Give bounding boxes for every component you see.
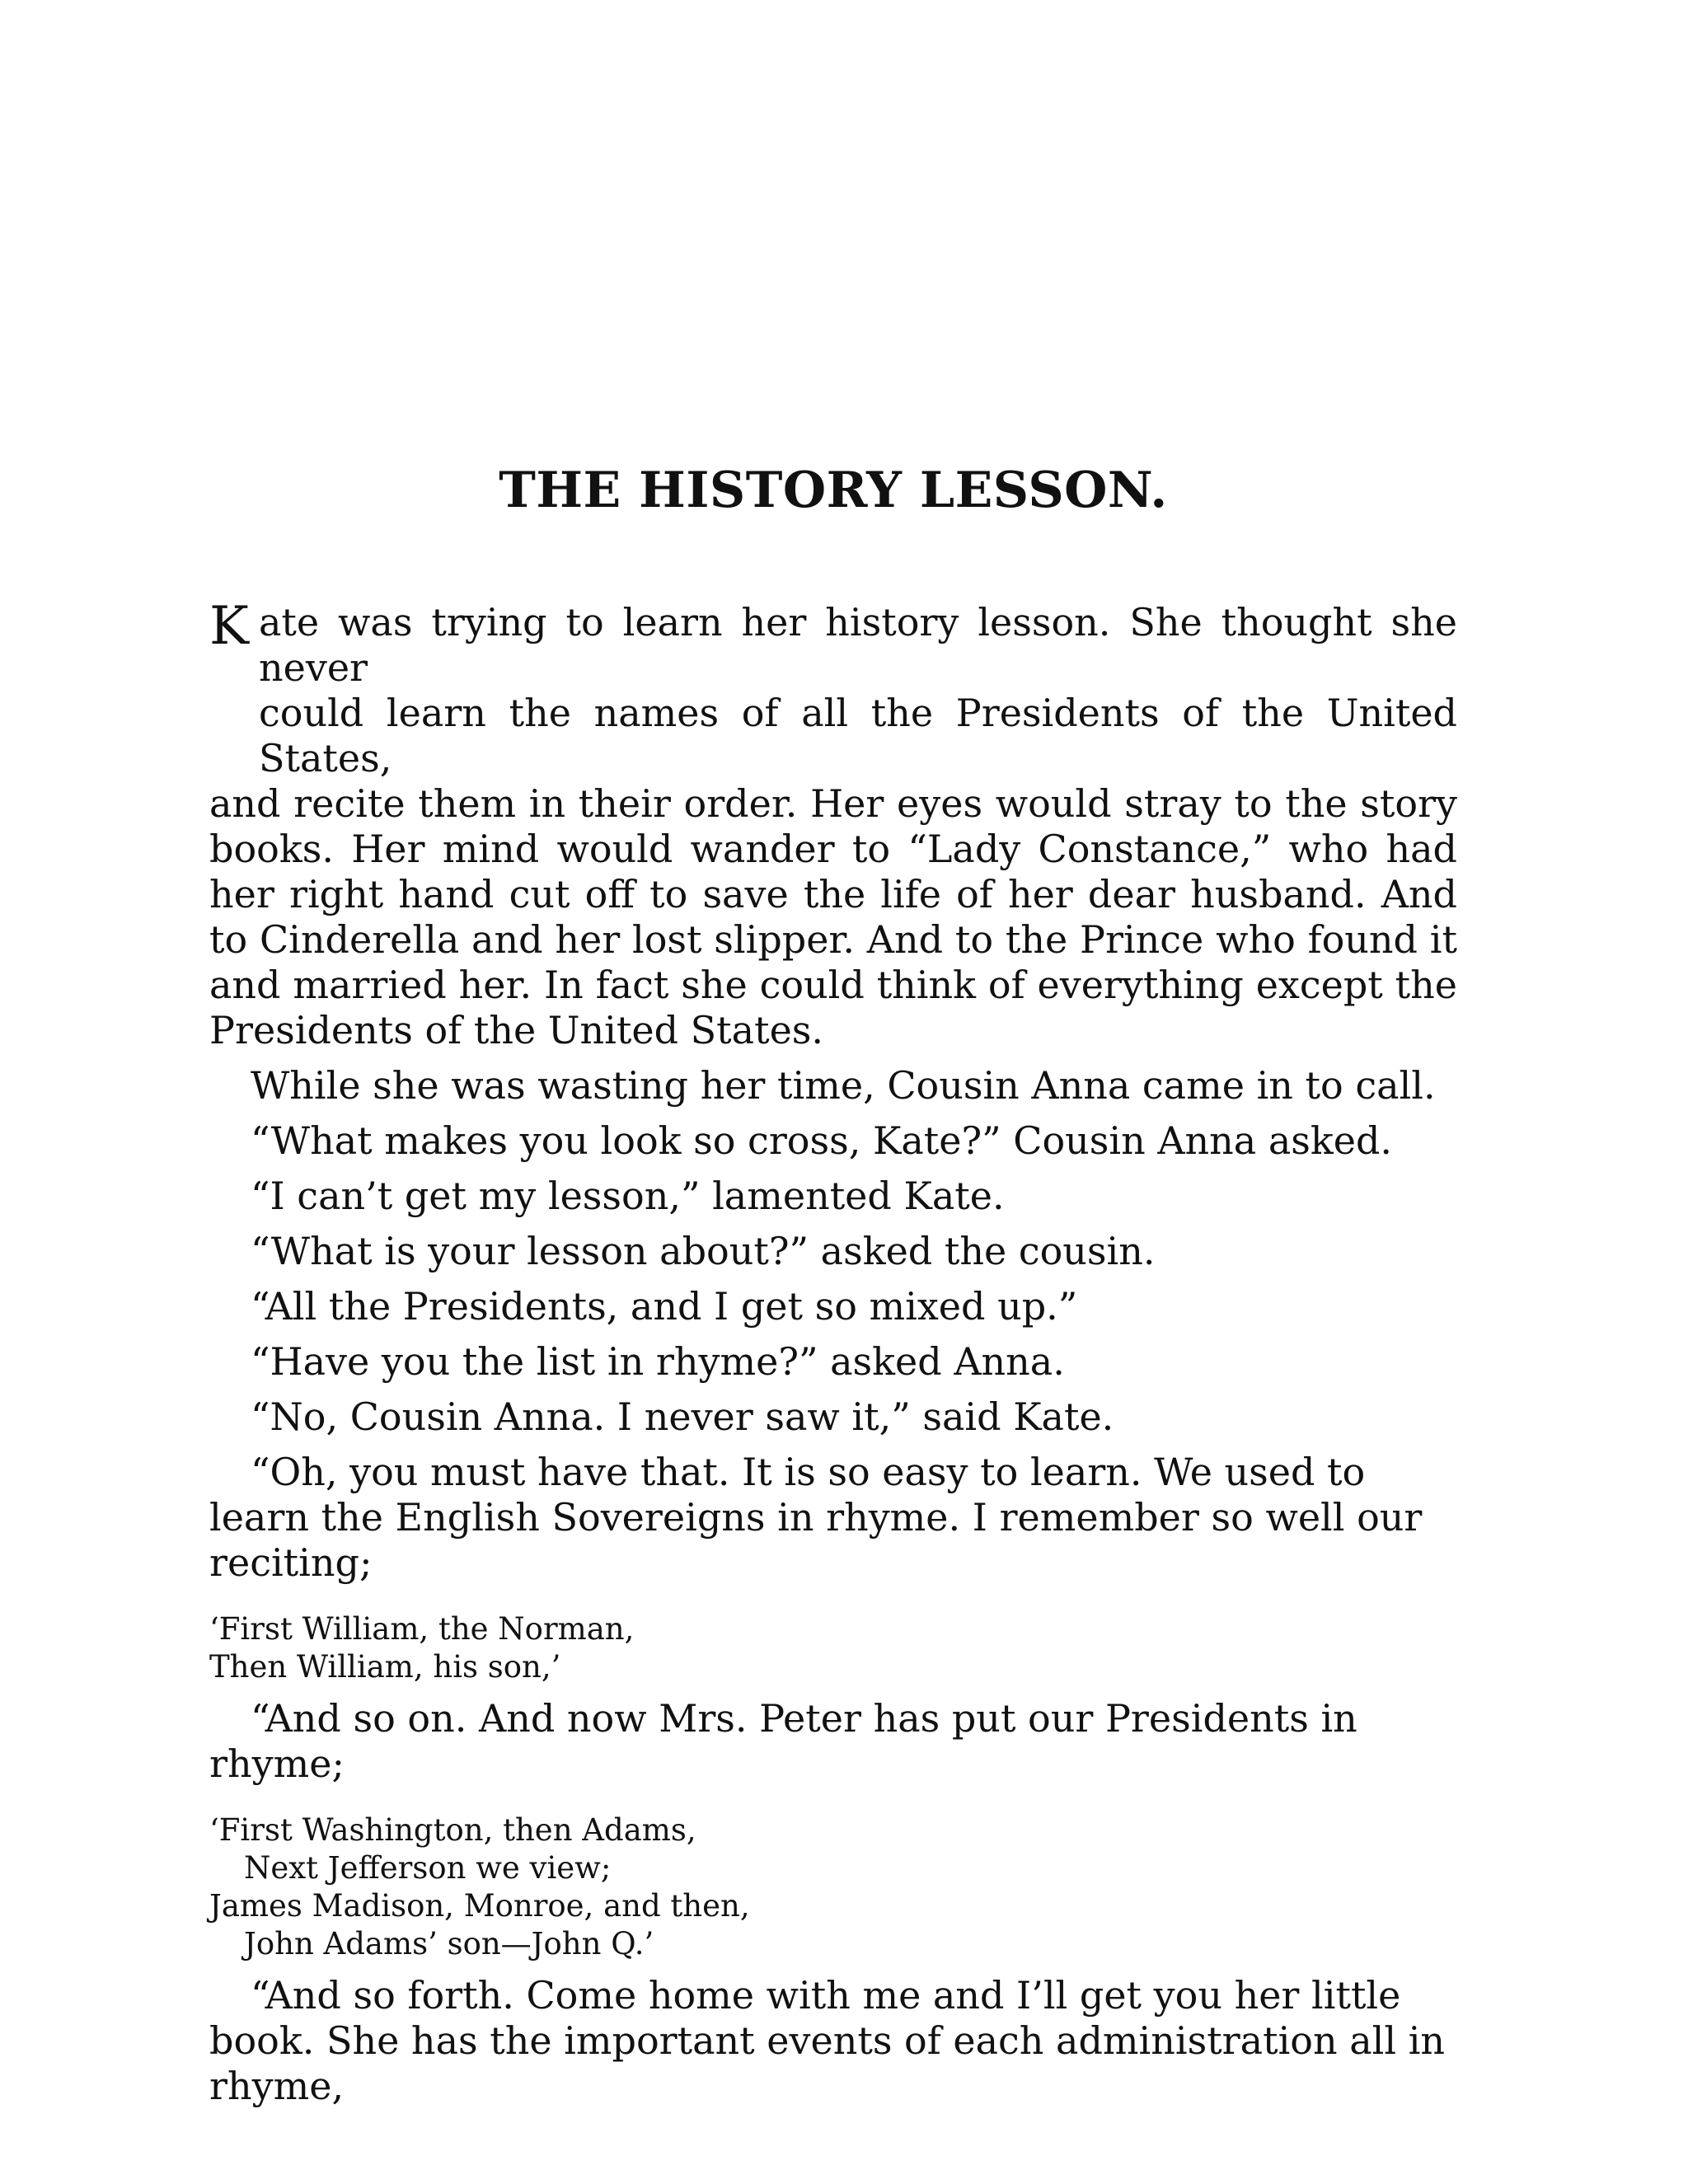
verse-line: John Adams’ son—John Q.’: [244, 1926, 654, 1961]
page-title: THE HISTORY LESSON.: [499, 462, 1168, 519]
paragraph: “I can’t get my lesson,” lamented Kate.: [251, 1174, 1005, 1218]
verse-line: ‘First Washington, then Adams,: [209, 1812, 696, 1848]
story-body: [209, 596, 1457, 2109]
opening-line-1: ate was trying to learn her history lesson. She thought she never: [259, 600, 1457, 690]
opening-rest: and recite them in their order. Her eyes would stray to the story books. Her mind would wander to “Lady Constance,” who had her right hand cut off to save the life of her dear husband. And to Cinderella and her lost slipper. And to the Prince who found it and married her. In fact she could think of everything except the Presidents of the United States.: [209, 781, 1457, 1052]
verse-line: Then William, his son,’: [209, 1649, 561, 1685]
opening-paragraph: [209, 596, 1457, 1053]
paragraph: “All the Presidents, and I get so mixed up.”: [251, 1284, 1078, 1329]
drop-cap: K: [209, 596, 249, 657]
paragraph: “And so forth. Come home with me and I’ll get you her little book. She has the important events of each administration all in rhyme,: [209, 1973, 1446, 2108]
paragraph: “Oh, you must have that. It is so easy to learn. We used to learn the English Sovereigns in rhyme. I remember so well our reciting;: [209, 1450, 1423, 1585]
verse-line: Next Jefferson we view;: [244, 1850, 612, 1886]
opening-line-2: could learn the names of all the Presidents of the United States,: [259, 691, 1457, 780]
verse-line: James Madison, Monroe, and then,: [209, 1888, 750, 1924]
paragraph: “And so on. And now Mrs. Peter has put our Presidents in rhyme;: [209, 1696, 1357, 1786]
verse-english-sovereigns: [209, 1610, 1457, 1686]
verse-line: ‘First William, the Norman,: [209, 1611, 635, 1647]
paragraph: “No, Cousin Anna. I never saw it,” said Kate.: [251, 1394, 1114, 1439]
paragraph: “Have you the list in rhyme?” asked Anna.: [251, 1339, 1065, 1384]
verse-presidents: [209, 1811, 1457, 1963]
paragraph: While she was wasting her time, Cousin Anna came in to call.: [251, 1063, 1436, 1108]
paragraph: “What makes you look so cross, Kate?” Cousin Anna asked.: [251, 1118, 1393, 1163]
paragraph: “What is your lesson about?” asked the cousin.: [251, 1229, 1156, 1273]
